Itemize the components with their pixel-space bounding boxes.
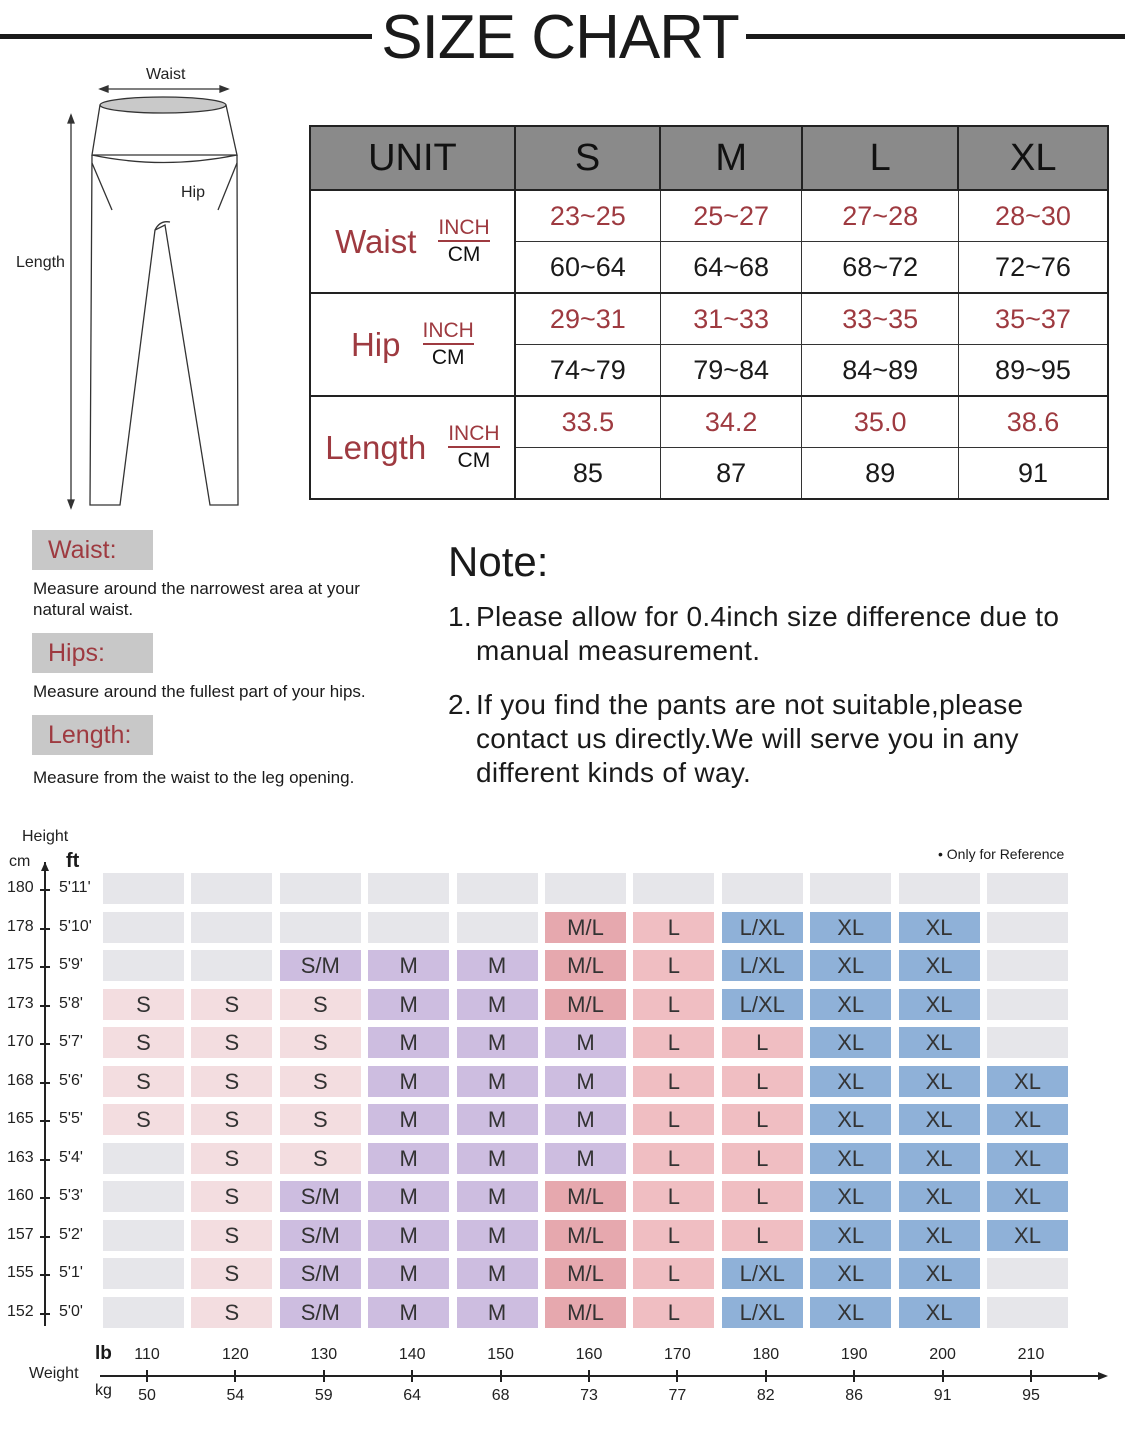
size-cell: XL <box>987 1143 1068 1174</box>
size-cell: S <box>280 1027 361 1058</box>
size-cell: XL <box>810 1104 891 1135</box>
size-cell <box>457 912 538 943</box>
height-ft-label: 5'11' <box>59 879 91 896</box>
size-cell: S <box>103 989 184 1020</box>
cm-label: cm <box>9 853 31 870</box>
size-cell: M <box>457 1066 538 1097</box>
size-cell: L <box>633 912 714 943</box>
weight-tick <box>234 1370 236 1382</box>
table-cell: 38.6 <box>958 396 1108 448</box>
height-tick <box>40 1313 50 1315</box>
size-cell: XL <box>810 1297 891 1328</box>
table-cell: 89 <box>802 448 958 500</box>
size-cell <box>899 873 980 904</box>
height-tick <box>40 1005 50 1007</box>
height-tick <box>40 1236 50 1238</box>
size-cell: L <box>722 1104 803 1135</box>
guide-waist-text: Measure around the narrowest area at your natural waist. <box>33 579 360 619</box>
size-cell: S <box>191 1181 272 1212</box>
height-cm-label: 170 <box>7 1033 34 1050</box>
height-tick <box>40 1120 50 1122</box>
table-cell: 85 <box>515 448 661 500</box>
size-cell <box>103 1258 184 1289</box>
size-cell <box>191 873 272 904</box>
size-cell: XL <box>810 1181 891 1212</box>
size-cell: XL <box>810 1066 891 1097</box>
size-cell: L/XL <box>722 1297 803 1328</box>
size-header-m: M <box>660 126 802 190</box>
table-cell: 89~95 <box>958 345 1108 397</box>
size-cell: L <box>633 1027 714 1058</box>
size-header-xl: XL <box>958 126 1108 190</box>
size-cell <box>103 1297 184 1328</box>
height-tick <box>40 889 50 891</box>
size-cell: M <box>457 1104 538 1135</box>
size-cell: M <box>368 1143 449 1174</box>
table-cell: 23~25 <box>515 190 661 242</box>
height-tick <box>40 928 50 930</box>
title-rule-left <box>0 34 372 39</box>
unit-header: UNIT <box>310 126 515 190</box>
size-cell: M <box>457 1258 538 1289</box>
size-cell: XL <box>810 912 891 943</box>
weight-kg-label: 59 <box>314 1387 333 1404</box>
size-cell: XL <box>899 1258 980 1289</box>
size-cell: S <box>103 1027 184 1058</box>
height-ft-label: 5'4' <box>59 1148 83 1166</box>
table-cell: 27~28 <box>802 190 958 242</box>
size-cell: XL <box>899 1066 980 1097</box>
size-cell: S/M <box>280 1297 361 1328</box>
height-axis <box>30 862 60 1332</box>
weight-lb-label: 150 <box>487 1346 514 1363</box>
table-row <box>310 396 1108 448</box>
size-cell: XL <box>987 1220 1068 1251</box>
size-cell: XL <box>810 1027 891 1058</box>
size-cell: M/L <box>545 989 626 1020</box>
measure-name: Length <box>325 428 427 466</box>
size-cell: L <box>633 1104 714 1135</box>
size-cell: S <box>103 1066 184 1097</box>
height-ft-label: 5'3' <box>59 1187 83 1204</box>
size-cell: S <box>191 1066 272 1097</box>
weight-kg-label: 91 <box>933 1387 952 1404</box>
size-cell <box>987 873 1068 904</box>
weight-tick <box>676 1370 678 1382</box>
size-cell <box>633 873 714 904</box>
weight-kg-label: 73 <box>580 1387 598 1404</box>
table-cell: 35~37 <box>958 293 1108 345</box>
size-cell <box>103 873 184 904</box>
table-cell: 72~76 <box>958 242 1108 294</box>
size-cell: XL <box>987 1066 1068 1097</box>
size-cell: S <box>191 1104 272 1135</box>
size-cell: M <box>545 1027 626 1058</box>
size-cell <box>280 873 361 904</box>
size-cell: M <box>457 1143 538 1174</box>
size-cell <box>368 873 449 904</box>
table-cell: 87 <box>660 448 802 500</box>
size-cell: M <box>545 1143 626 1174</box>
weight-kg-label: 77 <box>668 1387 687 1404</box>
size-cell <box>280 912 361 943</box>
size-cell: S <box>191 1220 272 1251</box>
size-table <box>309 125 1109 500</box>
table-cell: 33.5 <box>515 396 661 448</box>
size-cell <box>457 873 538 904</box>
measure-length <box>310 396 515 499</box>
size-cell: L <box>722 1066 803 1097</box>
size-cell: L <box>633 1181 714 1212</box>
size-cell: XL <box>810 1220 891 1251</box>
size-cell: XL <box>899 912 980 943</box>
measure-waist <box>310 190 515 293</box>
note-item-1 <box>448 600 1118 668</box>
note-title: Note: <box>448 538 549 585</box>
size-cell: M <box>457 1027 538 1058</box>
size-cell: L <box>633 989 714 1020</box>
size-cell: M <box>368 1104 449 1135</box>
size-table-header <box>310 126 1108 190</box>
weight-kg-label: 95 <box>1022 1387 1040 1404</box>
size-cell: L <box>722 1220 803 1251</box>
unit-cm: CM <box>431 345 465 369</box>
height-tick <box>40 966 50 968</box>
size-cell: M <box>368 1181 449 1212</box>
note-item-2 <box>448 688 1118 790</box>
table-cell: 74~79 <box>515 345 661 397</box>
size-cell: M <box>457 989 538 1020</box>
size-cell: L <box>633 1066 714 1097</box>
size-cell: XL <box>810 1258 891 1289</box>
guide-waist-label: Waist: <box>32 530 153 570</box>
size-cell <box>103 912 184 943</box>
size-cell: M <box>457 1220 538 1251</box>
size-cell: L/XL <box>722 950 803 981</box>
weight-kg-label: 64 <box>403 1387 422 1404</box>
height-cm-label: 168 <box>7 1071 34 1089</box>
size-cell: S <box>103 1104 184 1135</box>
size-cell <box>545 873 626 904</box>
table-cell: 84~89 <box>802 345 958 397</box>
table-cell: 34.2 <box>660 396 802 448</box>
size-cell: S <box>191 1143 272 1174</box>
weight-lb-label: 180 <box>752 1346 780 1363</box>
height-tick <box>40 1274 50 1276</box>
weight-axis-title: Weight <box>29 1365 79 1382</box>
measure-name: Waist <box>335 222 417 260</box>
table-cell: 35.0 <box>802 396 958 448</box>
height-ft-label: 5'8' <box>59 994 83 1012</box>
guide-length-label: Length: <box>32 715 153 755</box>
note-number: 2. <box>448 689 472 720</box>
height-cm-label: 175 <box>7 956 34 973</box>
size-cell: L/XL <box>722 1258 803 1289</box>
table-cell: 91 <box>958 448 1108 500</box>
height-axis-title: Height <box>22 828 69 845</box>
size-cell: XL <box>899 1181 980 1212</box>
height-ft-label: 5'2' <box>59 1225 83 1243</box>
size-cell: M <box>368 950 449 981</box>
height-tick <box>40 1159 50 1161</box>
leggings-diagram <box>0 60 300 520</box>
size-cell: M <box>457 1181 538 1212</box>
size-cell: XL <box>899 1027 980 1058</box>
weight-tick <box>323 1370 325 1382</box>
table-cell: 64~68 <box>660 242 802 294</box>
page-title: SIZE CHART <box>381 3 739 72</box>
size-cell <box>987 912 1068 943</box>
size-cell <box>987 989 1068 1020</box>
height-tick <box>40 1197 50 1199</box>
size-cell: M/L <box>545 1258 626 1289</box>
size-cell: M/L <box>545 950 626 981</box>
note-number: 1. <box>448 601 472 632</box>
size-cell: S <box>191 1258 272 1289</box>
size-cell: L/XL <box>722 989 803 1020</box>
size-cell: L <box>633 1220 714 1251</box>
diagram-hip-label: Hip <box>181 184 206 201</box>
size-cell <box>103 950 184 981</box>
unit-cm: CM <box>457 448 491 472</box>
size-cell: XL <box>810 1143 891 1174</box>
size-cell: L <box>633 1258 714 1289</box>
size-cell <box>103 1220 184 1251</box>
weight-lb-label: 160 <box>575 1346 603 1363</box>
weight-lb-label: 120 <box>222 1346 249 1363</box>
size-cell: M <box>457 1297 538 1328</box>
weight-tick <box>853 1370 855 1382</box>
height-cm-label: 152 <box>7 1302 34 1320</box>
size-cell: M <box>368 1027 449 1058</box>
size-cell: XL <box>987 1104 1068 1135</box>
height-cm-label: 178 <box>7 917 34 935</box>
size-cell: S/M <box>280 1220 361 1251</box>
weight-lb-label: 130 <box>310 1346 338 1363</box>
lb-label: lb <box>95 1343 112 1364</box>
size-cell: S <box>280 1104 361 1135</box>
size-cell: L <box>722 1027 803 1058</box>
size-cell <box>987 950 1068 981</box>
table-cell: 60~64 <box>515 242 661 294</box>
table-row <box>310 293 1108 345</box>
height-ft-label: 5'10' <box>59 917 92 935</box>
size-cell <box>191 912 272 943</box>
height-ft-label: 5'6' <box>59 1071 83 1089</box>
height-ft-label: 5'7' <box>59 1033 83 1050</box>
size-cell <box>987 1297 1068 1328</box>
weight-kg-label: 86 <box>845 1387 864 1404</box>
weight-axis <box>100 1366 1110 1386</box>
weight-tick <box>588 1370 590 1382</box>
height-ft-label: 5'9' <box>59 956 83 973</box>
size-cell: XL <box>899 1104 980 1135</box>
size-cell: XL <box>810 950 891 981</box>
size-cell: M <box>368 1258 449 1289</box>
height-cm-label: 165 <box>7 1110 34 1127</box>
weight-tick <box>1030 1370 1032 1382</box>
height-cm-label: 155 <box>7 1264 34 1281</box>
size-cell: M/L <box>545 912 626 943</box>
size-cell: M <box>368 1297 449 1328</box>
title-rule-right <box>746 34 1125 39</box>
size-cell: M <box>368 989 449 1020</box>
size-cell <box>191 950 272 981</box>
note-text: If you find the pants are not suitable,please contact us directly.We will serve you in any different kinds of way. <box>476 689 1024 788</box>
height-ft-label: 5'1' <box>59 1264 83 1281</box>
size-cell <box>987 1027 1068 1058</box>
unit-inch: INCH <box>438 216 489 242</box>
size-cell <box>987 1258 1068 1289</box>
diagram-length-label: Length <box>16 254 65 271</box>
size-cell: XL <box>899 1220 980 1251</box>
table-cell: 79~84 <box>660 345 802 397</box>
height-ft-label: 5'0' <box>59 1302 83 1320</box>
measure-name: Hip <box>350 325 401 363</box>
size-cell <box>810 873 891 904</box>
table-cell: 25~27 <box>660 190 802 242</box>
guide-hips-text: Measure around the fullest part of your hips. <box>33 682 366 701</box>
size-cell: XL <box>899 950 980 981</box>
ft-label: ft <box>66 850 80 872</box>
size-cell: S <box>280 1143 361 1174</box>
diagram-waist-label: Waist <box>146 66 186 83</box>
kg-label: kg <box>95 1382 112 1399</box>
weight-lb-label: 170 <box>664 1346 691 1363</box>
height-cm-label: 160 <box>7 1187 34 1204</box>
unit-inch: INCH <box>423 319 474 345</box>
size-cell: M/L <box>545 1220 626 1251</box>
size-cell: XL <box>810 989 891 1020</box>
weight-kg-label: 54 <box>226 1387 245 1404</box>
weight-tick <box>765 1370 767 1382</box>
size-cell: S <box>191 1297 272 1328</box>
table-cell: 33~35 <box>802 293 958 345</box>
height-tick <box>40 1082 50 1084</box>
size-cell: S <box>280 1066 361 1097</box>
size-cell: S <box>191 989 272 1020</box>
note-text: Please allow for 0.4inch size difference due to manual measurement. <box>476 601 1060 666</box>
weight-lb-label: 200 <box>929 1346 956 1363</box>
size-header-l: L <box>802 126 958 190</box>
size-cell: L <box>633 1143 714 1174</box>
weight-tick <box>500 1370 502 1382</box>
size-cell: XL <box>899 989 980 1020</box>
size-cell: XL <box>899 1143 980 1174</box>
size-cell: M <box>368 1220 449 1251</box>
table-cell: 68~72 <box>802 242 958 294</box>
weight-kg-label: 82 <box>756 1387 775 1404</box>
size-cell: M <box>545 1066 626 1097</box>
weight-lb-label: 210 <box>1017 1346 1045 1363</box>
size-cell: M <box>545 1104 626 1135</box>
weight-kg-label: 68 <box>491 1387 510 1404</box>
table-row <box>310 190 1108 242</box>
weight-lb-label: 140 <box>398 1346 426 1363</box>
size-cell: S <box>280 989 361 1020</box>
size-cell: S <box>191 1027 272 1058</box>
weight-tick <box>942 1370 944 1382</box>
table-cell: 31~33 <box>660 293 802 345</box>
height-tick <box>40 1043 50 1045</box>
size-cell: M/L <box>545 1297 626 1328</box>
guide-hips-label: Hips: <box>32 633 153 673</box>
measure-hip <box>310 293 515 396</box>
size-cell: L/XL <box>722 912 803 943</box>
size-cell <box>368 912 449 943</box>
size-cell: M <box>457 950 538 981</box>
size-cell: XL <box>899 1297 980 1328</box>
size-cell: M/L <box>545 1181 626 1212</box>
unit-inch: INCH <box>448 422 499 448</box>
height-ft-label: 5'5' <box>59 1110 83 1127</box>
height-cm-label: 163 <box>7 1148 34 1166</box>
size-cell: S/M <box>280 1258 361 1289</box>
size-cell: S/M <box>280 950 361 981</box>
weight-lb-label: 110 <box>134 1346 160 1363</box>
guide-length-text: Measure from the waist to the leg opening. <box>33 768 355 787</box>
size-cell: XL <box>987 1181 1068 1212</box>
weight-kg-label: 50 <box>138 1387 156 1404</box>
size-header-s: S <box>515 126 661 190</box>
size-cell <box>722 873 803 904</box>
height-cm-label: 173 <box>7 994 34 1012</box>
table-cell: 29~31 <box>515 293 661 345</box>
unit-cm: CM <box>447 242 481 266</box>
size-cell: M <box>368 1066 449 1097</box>
size-cell <box>103 1143 184 1174</box>
size-cell: S/M <box>280 1181 361 1212</box>
size-cell: L <box>633 1297 714 1328</box>
size-cell <box>103 1181 184 1212</box>
reference-note: • Only for Reference <box>938 846 1065 862</box>
size-cell: L <box>633 950 714 981</box>
height-cm-label: 180 <box>7 879 34 896</box>
weight-lb-label: 190 <box>840 1346 868 1363</box>
weight-tick <box>411 1370 413 1382</box>
table-cell: 28~30 <box>958 190 1108 242</box>
size-cell: L <box>722 1181 803 1212</box>
size-cell: L <box>722 1143 803 1174</box>
height-cm-label: 157 <box>7 1225 34 1243</box>
weight-tick <box>146 1370 148 1382</box>
